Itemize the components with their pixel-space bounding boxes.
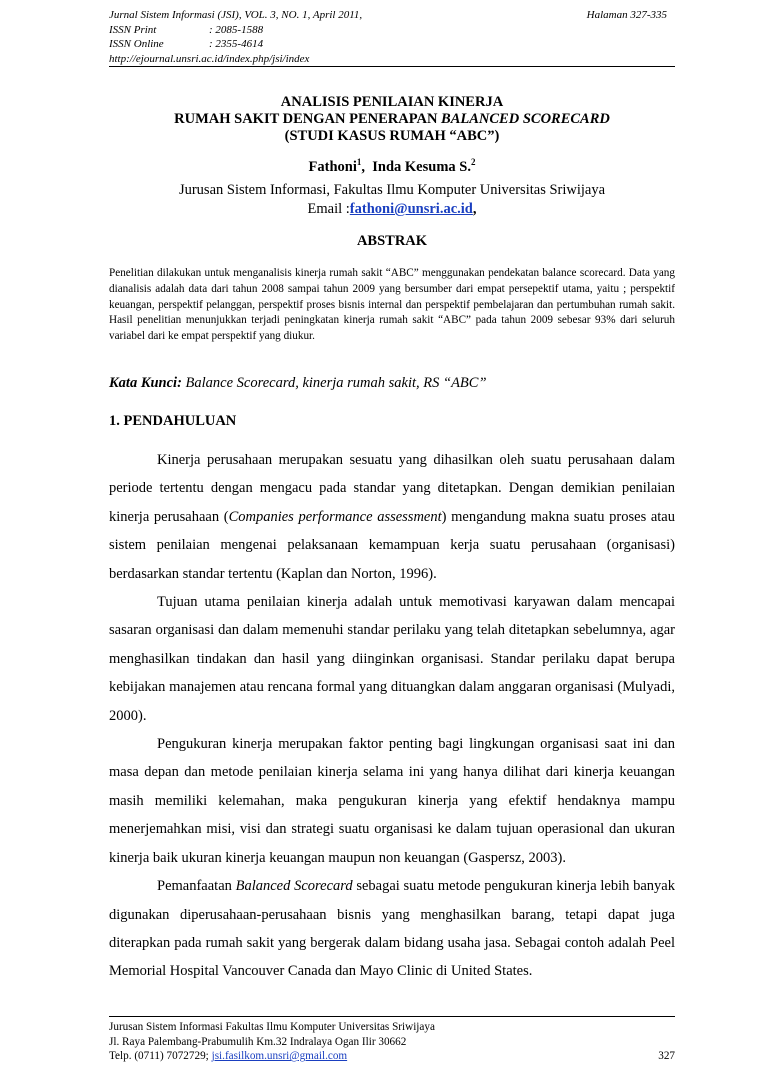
page-footer (109, 1020, 675, 1064)
abstract-text: Penelitian dilakukan untuk menganalisis kinerja rumah sakit “ABC” menggunakan pendekatan balance scorecard. Data yang dianalisis adalah data dari tahun 2008 sampai tahun 2009 yang bersumber dari empat persepektif utama, yaitu ; perspektif keuangan, perspektif pelanggan, perspektif proses bisnis internal dan perspektif pembelajaran dan pertumbuhan rumah sakit. Hasil penelitian menunjukkan terjadi peningkatan kinerja rumah sakit “ABC” pada tahun 2009 sebesar 93% dari seluruh variabel dari ke empat perspektif yang diukur. (109, 267, 675, 343)
email-link[interactable]: fathoni@unsri.ac.id (349, 201, 473, 217)
section-heading-pendahuluan: 1. PENDAHULUAN (109, 413, 237, 429)
affiliation: Jurusan Sistem Informasi, Fakultas Ilmu Komputer Universitas Sriwijaya (178, 182, 606, 198)
email-label: Email : (307, 201, 350, 217)
paragraph-1 (109, 446, 675, 588)
journal-url[interactable]: http://ejournal.unsri.ac.id/index.php/jsi/index (109, 52, 310, 65)
paragraph-1-text-b: ) mengandung makna suatu proses atau sistem penilaian mengenai pelaksanaan kemampuan kerja suatu perusahaan (organisasi) berdasarkan standar tertentu (Kaplan dan Norton, 1996). (109, 508, 675, 582)
paragraph-1-text-a: Kinerja perusahaan merupakan sesuatu yang dihasilkan oleh suatu perusahaan dalam periode tertentu dengan mengacu pada standar yang ditetapkan. Dengan demikian penilaian kinerja perusahaan ( (109, 452, 675, 525)
paragraph-4-text-b: sebagai suatu metode pengukuran kinerja lebih banyak digunakan diperusahaan-perusahaan bisnis yang menghasilkan barang, tetapi dapat juga diterapkan pada rumah sakit yang bergerak dalam bidang usaha jasa. Sebagai contoh adalah Peel Memorial Hospital Vancouver Canada dan Mayo Clinic di United States. (109, 878, 675, 980)
author-1-affil: 1 (356, 157, 362, 167)
title-line-2-text: RUMAH SAKIT DENGAN PENERAPAN (174, 111, 442, 127)
issn-print-value: : 2085-1588 (209, 23, 264, 36)
authors (109, 157, 675, 176)
running-header (109, 8, 675, 66)
abstract-heading: ABSTRAK (356, 233, 428, 249)
title-line-1: ANALISIS PENILAIAN KINERJA (280, 94, 504, 110)
keywords (109, 375, 675, 392)
issn-online-label: ISSN Online (109, 38, 164, 50)
author-2-affil: 2 (470, 157, 476, 167)
page-number: 327 (658, 1050, 675, 1063)
email-line (109, 201, 675, 218)
email-suffix: , (472, 201, 477, 217)
author-separator: , (361, 158, 373, 175)
paragraph-4-text-a: Pemanfaatan (157, 878, 236, 895)
paper-page (109, 0, 675, 1087)
paragraph-2: Tujuan utama penilaian kinerja adalah untuk memotivasi karyawan dalam mencapai sasaran organisasi dan dalam memenuhi standar perilaku yang telah ditetapkan sebelumnya, agar menghasilkan tindakan dan hasil yang diinginkan organisasi. Standar perilaku dapat berupa kebijakan manajemen atau rencana formal yang dituangkan dalam anggaran organisasi (Mulyadi, 2000). (109, 594, 675, 724)
keywords-text: Balance Scorecard, kinerja rumah sakit, RS “ABC” (181, 375, 487, 391)
author-2: Inda Kesuma S. (372, 158, 471, 175)
footer-email-link[interactable]: jsi.fasilkom.unsri@gmail.com (211, 1050, 348, 1063)
author-1: Fathoni (308, 158, 357, 175)
paragraph-3: Pengukuran kinerja merupakan faktor penting bagi lingkungan organisasi saat ini dan masa depan dan metode penilaian kinerja selama ini yang hanya dilihat dari kinerja keuangan masih memiliki kelemahan, maka pengukuran kinerja yang efektif hendaknya mampu menerjemahkan misi, visi dan strategi suatu organisasi ke dalam tujuan operasional dan ukuran kinerja baik ukuran kinerja keuangan maupun non keuangan (Gaspersz, 2003). (109, 736, 675, 866)
page-range: Halaman 327-335 (586, 9, 667, 21)
footer-line-1: Jurusan Sistem Informasi Fakultas Ilmu Komputer Universitas Sriwijaya (109, 1021, 435, 1033)
title-line-2 (109, 111, 675, 128)
paragraph-1-italic: Companies performance assessment (228, 508, 442, 525)
body-text (109, 446, 675, 986)
keywords-label: Kata Kunci: (109, 375, 182, 391)
footer-line-3 (109, 1049, 675, 1064)
header-divider (109, 66, 675, 67)
title-line-3: (STUDI KASUS RUMAH “ABC”) (284, 128, 500, 144)
footer-line-2: Jl. Raya Palembang-Prabumulih Km.32 Indralaya Ogan Ilir 30662 (109, 1035, 407, 1048)
issn-print-label: ISSN Print (109, 23, 157, 36)
footer-divider (109, 1016, 675, 1017)
paragraph-4 (109, 872, 675, 986)
journal-citation: Jurnal Sistem Informasi (JSI), VOL. 3, NO. 1, April 2011, (109, 9, 363, 21)
issn-online-value: : 2355-4614 (209, 38, 264, 50)
title-balanced-scorecard: BALANCED SCORECARD (441, 111, 610, 127)
footer-phone: Telp. (0711) 7072729; (109, 1050, 212, 1063)
paragraph-4-italic: Balanced Scorecard (235, 878, 353, 895)
